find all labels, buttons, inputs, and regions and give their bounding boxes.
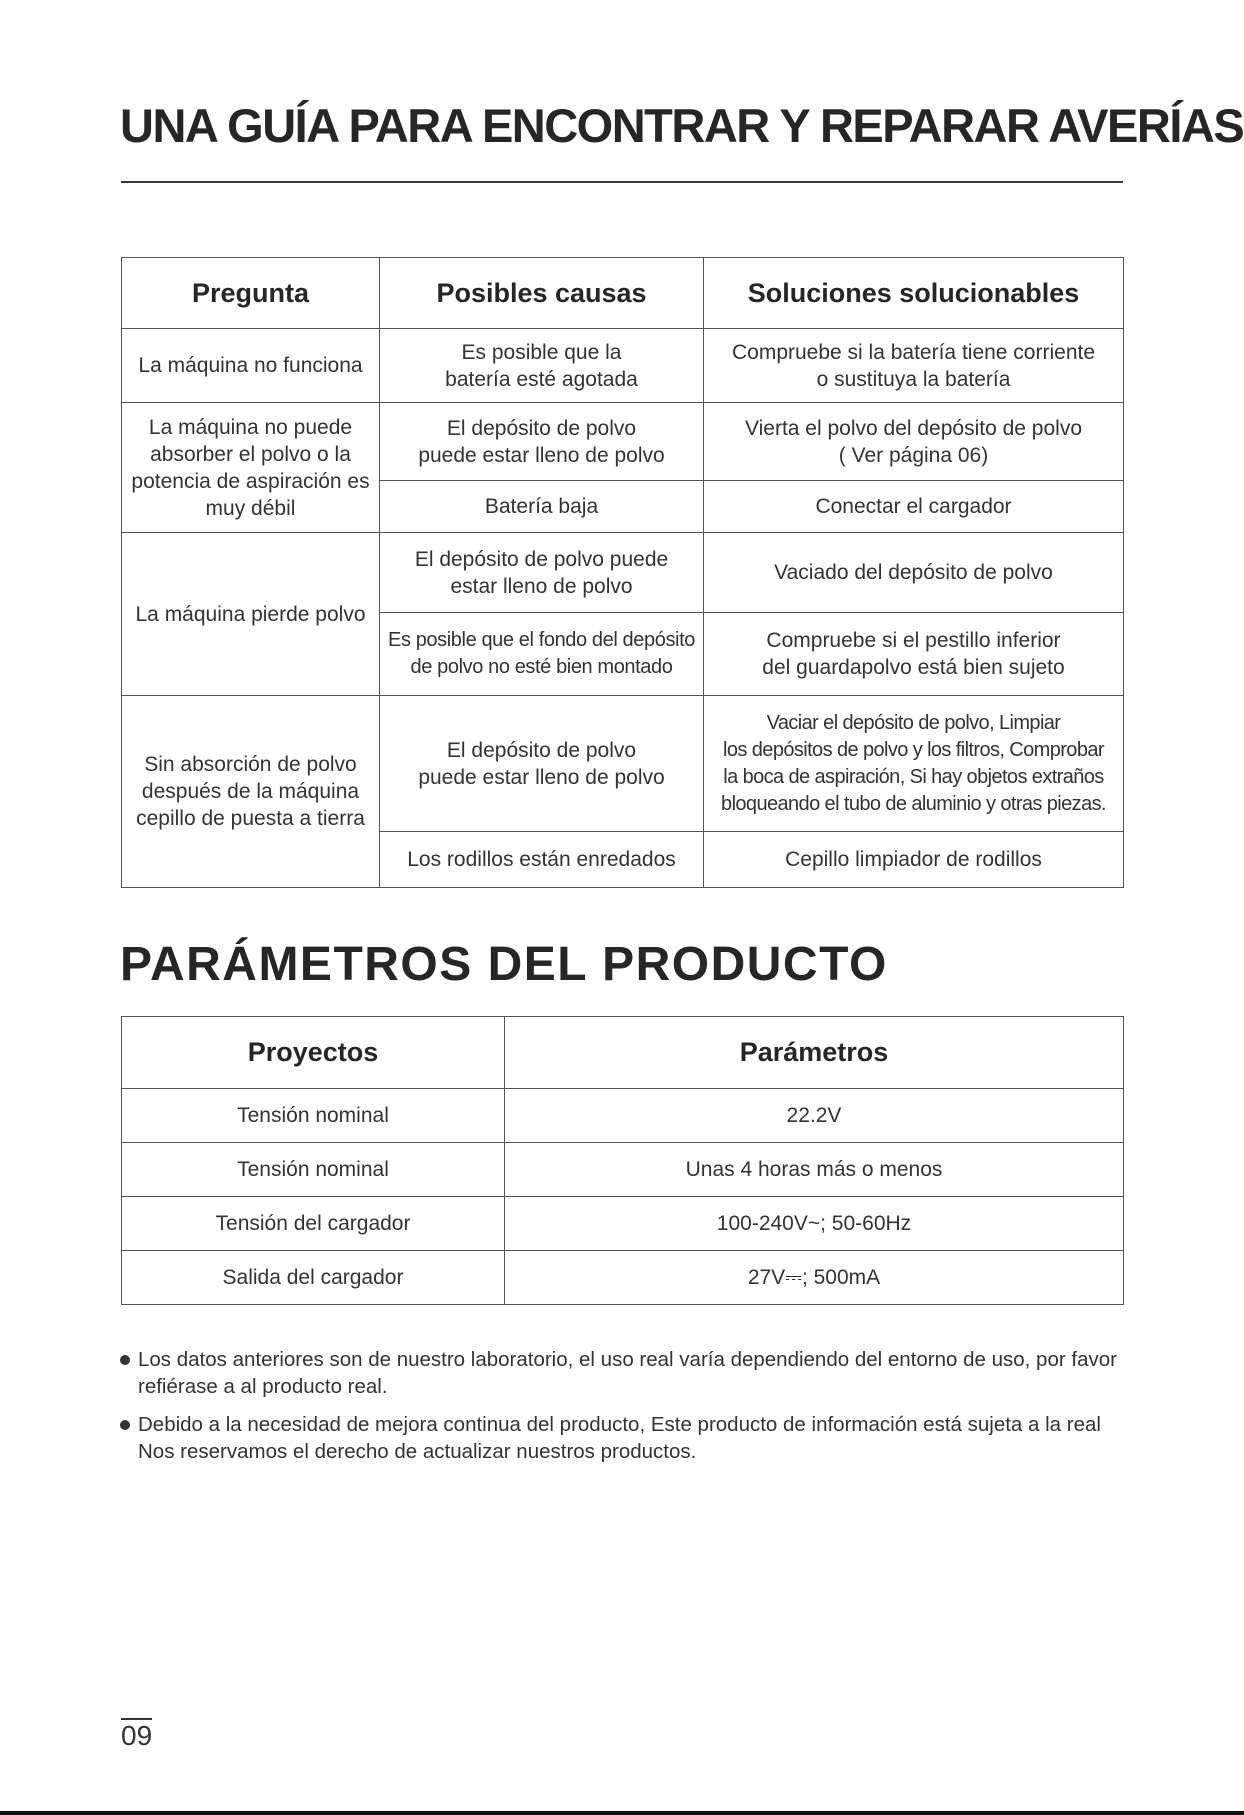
value-cell: 22.2V xyxy=(505,1089,1124,1143)
note-item xyxy=(120,1346,1130,1400)
column-header-question: Pregunta xyxy=(122,258,380,329)
solution-cell xyxy=(704,696,1124,832)
solution-text: la boca de aspiración, Si hay objetos extraños xyxy=(723,765,1104,788)
column-header-causes: Posibles causas xyxy=(380,258,704,329)
table-header-row xyxy=(122,258,1124,329)
project-cell: Salida del cargador xyxy=(122,1251,505,1305)
question-text: potencia de aspiración es xyxy=(131,469,370,493)
question-text: cepillo de puesta a tierra xyxy=(136,807,365,830)
value-cell: Unas 4 horas más o menos xyxy=(505,1143,1124,1197)
solution-text: del guardapolvo está bien sujeto xyxy=(762,656,1065,679)
question-text: muy débil xyxy=(205,496,296,520)
solution-text: Vaciado del depósito de polvo xyxy=(774,561,1053,584)
cause-cell xyxy=(380,403,704,481)
solution-text: Cepillo limpiador de rodillos xyxy=(785,848,1042,871)
solution-text: o sustituya la batería xyxy=(816,367,1011,391)
solution-cell xyxy=(704,481,1124,533)
note-item xyxy=(120,1411,1130,1465)
question-cell xyxy=(122,533,380,696)
solution-cell xyxy=(704,533,1124,613)
solution-text: los depósitos de polvo y los filtros, Comprobar xyxy=(723,738,1104,761)
page-bottom-border xyxy=(0,1811,1244,1815)
table-row xyxy=(122,329,1124,403)
table-row xyxy=(122,1089,1124,1143)
cause-text: Batería baja xyxy=(484,495,599,518)
table-row xyxy=(122,1251,1124,1305)
question-cell xyxy=(122,403,380,533)
parameters-table xyxy=(121,1016,1124,1305)
cause-text: Los rodillos están enredados xyxy=(407,848,676,871)
solution-text: bloqueando el tubo de aluminio y otras piezas. xyxy=(721,792,1106,815)
solution-text: Vierta el polvo del depósito de polvo xyxy=(744,416,1082,440)
cause-cell xyxy=(380,696,704,832)
column-header-projects: Proyectos xyxy=(122,1017,505,1089)
cause-text: puede estar lleno de polvo xyxy=(418,443,665,467)
table-row xyxy=(122,1143,1124,1197)
note-text: Debido a la necesidad de mejora continua del producto, Este producto de información está sujeta a la real Nos reservamos el derecho de actualizar nuestros productos. xyxy=(138,1413,1101,1463)
cause-cell xyxy=(380,329,704,403)
question-text: Sin absorción de polvo xyxy=(144,753,357,776)
table-row xyxy=(122,533,1124,613)
bullet-icon xyxy=(120,1355,130,1365)
column-header-solutions: Soluciones solucionables xyxy=(704,258,1124,329)
question-text: después de la máquina xyxy=(141,780,360,803)
cause-text: puede estar lleno de polvo xyxy=(418,765,665,789)
solution-cell xyxy=(704,329,1124,403)
table-header-row xyxy=(122,1017,1124,1089)
solution-text: Compruebe si el pestillo inferior xyxy=(766,629,1061,652)
cause-text: Es posible que la xyxy=(461,340,622,364)
page-number: 09 xyxy=(121,1720,153,1751)
solution-text: Vaciar el depósito de polvo, Limpiar xyxy=(766,711,1061,734)
project-cell: Tensión nominal xyxy=(122,1089,505,1143)
note-text: Los datos anteriores son de nuestro laboratorio, el uso real varía dependiendo del entorno de uso, por favor refiérase a al producto real. xyxy=(138,1348,1117,1398)
notes-list xyxy=(120,1346,1130,1476)
solution-text: Conectar el cargador xyxy=(815,495,1012,518)
cause-cell xyxy=(380,533,704,613)
cause-text: estar lleno de polvo xyxy=(450,574,633,598)
solution-cell xyxy=(704,613,1124,696)
solution-cell xyxy=(704,403,1124,481)
bullet-icon xyxy=(120,1420,130,1430)
question-text: absorber el polvo o la xyxy=(150,442,351,466)
cause-text: El depósito de polvo xyxy=(446,738,637,762)
cause-text: El depósito de polvo puede xyxy=(414,547,669,571)
project-cell: Tensión nominal xyxy=(122,1143,505,1197)
question-text: La máquina no funciona xyxy=(138,354,363,377)
troubleshooting-title: UNA GUÍA PARA ENCONTRAR Y REPARAR AVERÍAS xyxy=(120,99,1244,152)
cause-cell xyxy=(380,613,704,696)
value-cell: 27V⎓; 500mA xyxy=(505,1251,1124,1305)
cause-text: de polvo no esté bien montado xyxy=(410,656,673,678)
value-cell: 100-240V~; 50-60Hz xyxy=(505,1197,1124,1251)
cause-cell xyxy=(380,481,704,533)
question-cell xyxy=(122,696,380,888)
troubleshooting-table xyxy=(121,257,1124,888)
cause-text: Es posible que el fondo del depósito xyxy=(388,629,695,651)
question-text: La máquina no puede xyxy=(148,415,353,439)
solution-text: ( Ver página 06) xyxy=(838,443,989,467)
project-cell: Tensión del cargador xyxy=(122,1197,505,1251)
table-row xyxy=(122,1197,1124,1251)
parameters-title: PARÁMETROS DEL PRODUCTO xyxy=(120,938,888,991)
cause-text: El depósito de polvo xyxy=(446,416,637,440)
solution-cell xyxy=(704,832,1124,888)
title-divider xyxy=(121,181,1123,183)
question-cell xyxy=(122,329,380,403)
cause-text: batería esté agotada xyxy=(445,367,638,391)
column-header-parameters: Parámetros xyxy=(505,1017,1124,1089)
cause-cell xyxy=(380,832,704,888)
table-row xyxy=(122,403,1124,481)
table-row xyxy=(122,696,1124,832)
solution-text: Compruebe si la batería tiene corriente xyxy=(731,340,1096,364)
question-text: La máquina pierde polvo xyxy=(135,602,366,626)
